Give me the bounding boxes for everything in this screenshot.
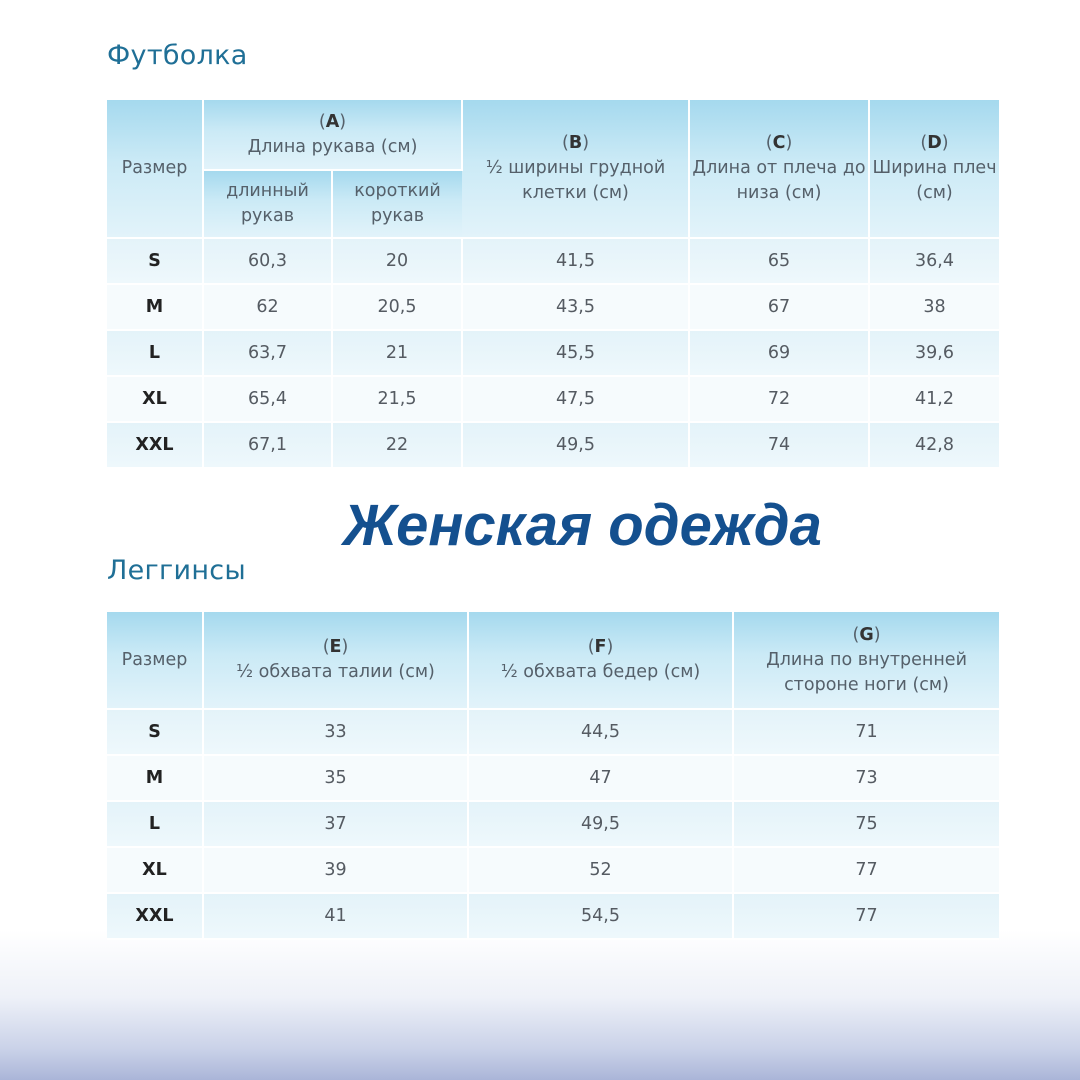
value-cell-e: 33	[203, 709, 468, 755]
value-cell-e: 37	[203, 801, 468, 847]
value-cell-long: 63,7	[203, 330, 332, 376]
table-row	[107, 847, 999, 893]
value-cell-long: 62	[203, 284, 332, 330]
size-cell: M	[107, 284, 203, 330]
value-cell-g: 77	[733, 847, 999, 893]
value-cell-short: 20	[332, 238, 462, 284]
value-cell-g: 71	[733, 709, 999, 755]
value-cell-f: 47	[468, 755, 733, 801]
table-row	[107, 709, 999, 755]
value-cell-g: 77	[733, 893, 999, 939]
value-cell-g: 75	[733, 801, 999, 847]
value-cell-f: 52	[468, 847, 733, 893]
value-cell-short: 22	[332, 422, 462, 468]
header-half-chest-width: (B) ½ ширины грудной клетки (см)	[462, 100, 689, 238]
header-size: Размер	[107, 100, 203, 238]
header-inseam-length: (G) Длина по внутренней стороне ноги (см)	[733, 612, 999, 709]
table-row	[107, 284, 999, 330]
value-cell-b: 45,5	[462, 330, 689, 376]
value-cell-f: 54,5	[468, 893, 733, 939]
value-cell-d: 42,8	[869, 422, 999, 468]
value-cell-long: 60,3	[203, 238, 332, 284]
size-cell: S	[107, 709, 203, 755]
size-cell: M	[107, 755, 203, 801]
value-cell-c: 65	[689, 238, 869, 284]
tshirt-size-table	[107, 100, 999, 469]
header-half-waist: (E) ½ обхвата талии (см)	[203, 612, 468, 709]
size-cell: XXL	[107, 422, 203, 468]
value-cell-g: 73	[733, 755, 999, 801]
value-cell-d: 39,6	[869, 330, 999, 376]
value-cell-c: 74	[689, 422, 869, 468]
value-cell-d: 41,2	[869, 376, 999, 422]
size-cell: S	[107, 238, 203, 284]
value-cell-short: 21	[332, 330, 462, 376]
value-cell-e: 41	[203, 893, 468, 939]
leggings-size-table	[107, 612, 999, 940]
header-sleeve-length: (A) Длина рукава (см)	[203, 100, 462, 170]
value-cell-e: 39	[203, 847, 468, 893]
header-shoulder-width: (D) Ширина плеч (см)	[869, 100, 999, 238]
table-row	[107, 238, 999, 284]
header-short-sleeve: короткий рукав	[332, 170, 462, 238]
womens-clothing-heading: Женская одежда	[343, 493, 822, 558]
table-row	[107, 755, 999, 801]
value-cell-f: 49,5	[468, 801, 733, 847]
value-cell-b: 47,5	[462, 376, 689, 422]
value-cell-long: 65,4	[203, 376, 332, 422]
value-cell-d: 36,4	[869, 238, 999, 284]
size-cell: XL	[107, 847, 203, 893]
value-cell-d: 38	[869, 284, 999, 330]
header-half-hips: (F) ½ обхвата бедер (см)	[468, 612, 733, 709]
tshirt-section-title: Футболка	[107, 40, 248, 71]
value-cell-f: 44,5	[468, 709, 733, 755]
bottom-gradient-band	[0, 930, 1080, 1080]
table-row	[107, 376, 999, 422]
value-cell-c: 67	[689, 284, 869, 330]
size-cell: XL	[107, 376, 203, 422]
header-shoulder-to-hem: (C) Длина от плеча до низа (см)	[689, 100, 869, 238]
value-cell-short: 21,5	[332, 376, 462, 422]
header-size: Размер	[107, 612, 203, 709]
value-cell-c: 69	[689, 330, 869, 376]
leggings-section-title: Леггинсы	[107, 555, 247, 586]
value-cell-short: 20,5	[332, 284, 462, 330]
value-cell-b: 49,5	[462, 422, 689, 468]
header-long-sleeve: длинный рукав	[203, 170, 332, 238]
value-cell-long: 67,1	[203, 422, 332, 468]
table-row	[107, 893, 999, 939]
table-row	[107, 330, 999, 376]
value-cell-c: 72	[689, 376, 869, 422]
size-cell: L	[107, 801, 203, 847]
table-row	[107, 422, 999, 468]
size-cell: XXL	[107, 893, 203, 939]
size-cell: L	[107, 330, 203, 376]
value-cell-b: 41,5	[462, 238, 689, 284]
value-cell-b: 43,5	[462, 284, 689, 330]
table-row	[107, 801, 999, 847]
value-cell-e: 35	[203, 755, 468, 801]
